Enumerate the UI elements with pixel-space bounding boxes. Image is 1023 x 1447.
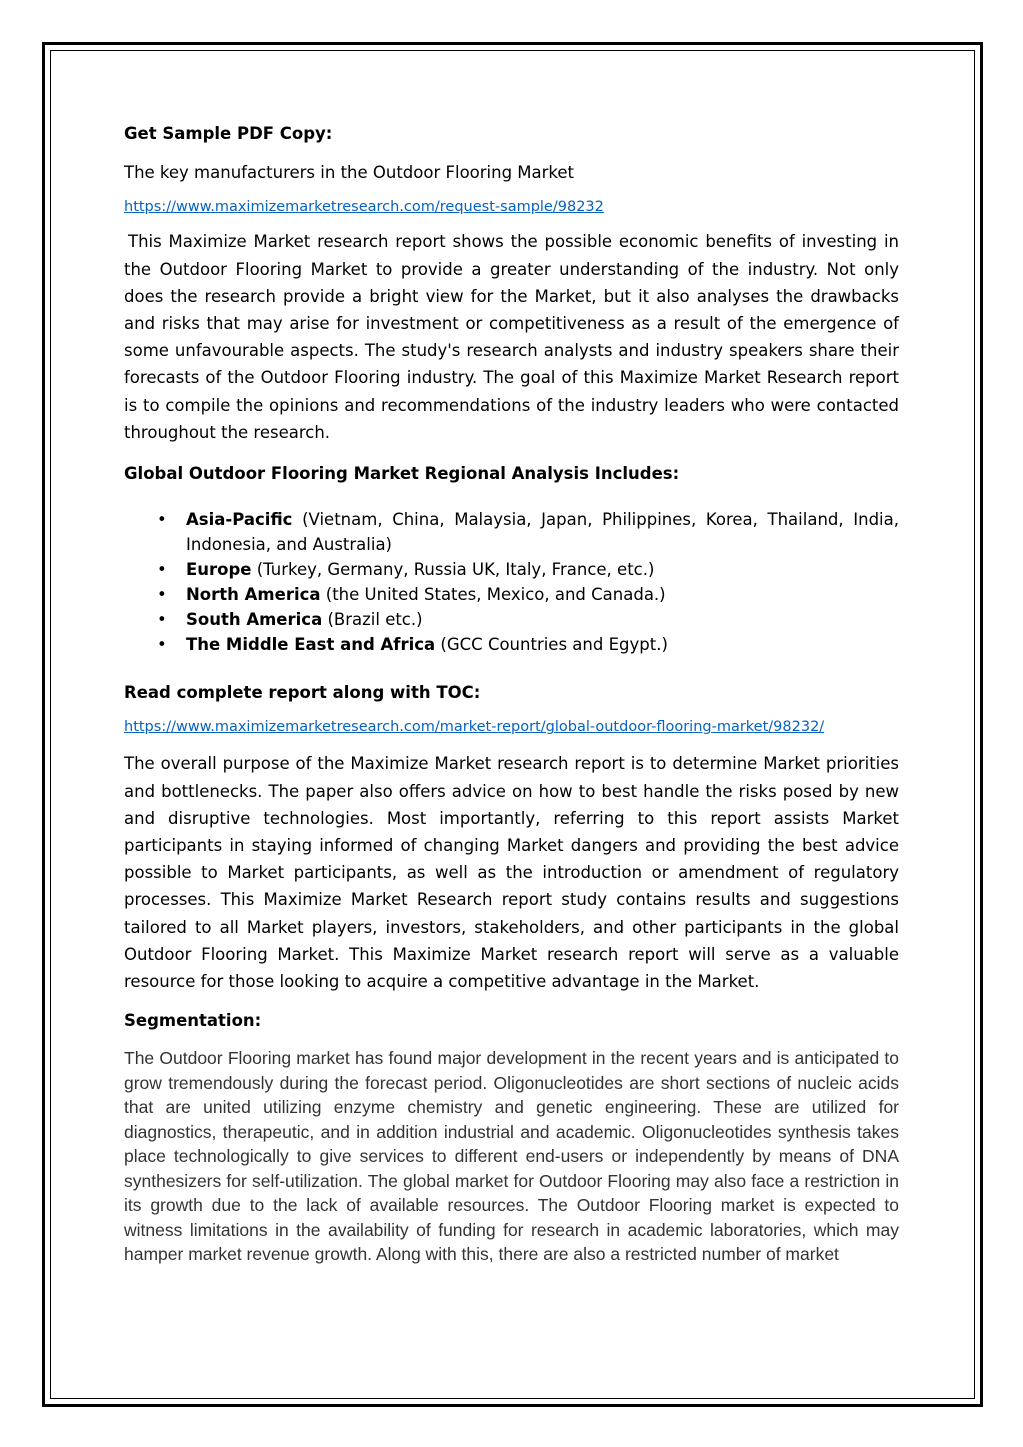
- report-toc-link[interactable]: https://www.maximizemarketresearch.com/market-report/global-outdoor-flooring-market/98232/: [124, 719, 825, 736]
- sample-request-link[interactable]: https://www.maximizemarketresearch.com/request-sample/98232: [124, 199, 604, 216]
- region-name: South America: [186, 610, 323, 630]
- document-body: [124, 120, 899, 1267]
- region-detail: (the United States, Mexico, and Canada.): [320, 585, 666, 605]
- bullet-icon: •: [157, 585, 167, 605]
- heading-read-report: Read complete report along with TOC:: [124, 683, 481, 703]
- bullet-icon: •: [157, 510, 167, 530]
- list-item-north-america: [124, 582, 899, 607]
- segmentation-paragraph: The Outdoor Flooring market has found major development in the recent years and is anticipated to grow tremendously during the forecast period. Oligonucleotides are short sections of nucleic acids that are united utilizing enzyme chemistry and genetic engineering. These are utilized for diagnostics, therapeutic, and in addition industrial and academic. Oligonucleotides synthesis takes place technologically to give services to different end-users or independently by means of DNA synthesizers for self-utilization. The global market for Outdoor Flooring may also face a restriction in its growth due to the lack of available resources. The Outdoor Flooring market is expected to witness limitations in the availability of funding for research in academic laboratories, which may hamper market revenue growth. Along with this, there are also a restricted number of market: [124, 1048, 899, 1265]
- region-name: Asia-Pacific: [186, 510, 293, 530]
- list-item-europe: [124, 557, 899, 582]
- list-item-south-america: [124, 607, 899, 632]
- list-item-middle-east-africa: [124, 632, 899, 657]
- region-detail: (Brazil etc.): [322, 610, 423, 630]
- bullet-icon: •: [157, 610, 167, 630]
- intro-paragraph: This Maximize Market research report shows the possible economic benefits of investing in the Outdoor Flooring Market to provide a greater understanding of the industry. Not only does the research provide a bright view for the Market, but it also analyses the drawbacks and risks that may arise for investment or competitiveness as a result of the emergence of some unfavourable aspects. The study's research analysts and industry speakers share their forecasts of the Outdoor Flooring industry. The goal of this Maximize Market Research report is to compile the opinions and recommendations of the industry leaders who were contacted throughout the research.: [124, 232, 899, 442]
- list-item-asia-pacific: [124, 507, 899, 557]
- region-detail: (Turkey, Germany, Russia UK, Italy, France, etc.): [251, 560, 655, 580]
- purpose-paragraph: The overall purpose of the Maximize Market research report is to determine Market priorities and bottlenecks. The paper also offers advice on how to best handle the risks posed by new and disruptive technologies. Most importantly, referring to this report assists Market participants in staying informed of changing Market dangers and providing the best advice possible to Market participants, as well as the introduction or amendment of regulatory processes. This Maximize Market Research report study contains results and suggestions tailored to all Market players, investors, stakeholders, and other participants in the global Outdoor Flooring Market. This Maximize Market research report will serve as a valuable resource for those looking to acquire a competitive advantage in the Market.: [124, 754, 899, 992]
- region-detail: (Vietnam, China, Malaysia, Japan, Philippines, Korea, Thailand, India, Indonesia, and Australia): [186, 510, 899, 555]
- heading-segmentation: Segmentation:: [124, 1011, 262, 1031]
- bullet-icon: •: [157, 635, 167, 655]
- region-detail: (GCC Countries and Egypt.): [435, 635, 668, 655]
- heading-regional-analysis: Global Outdoor Flooring Market Regional Analysis Includes:: [124, 464, 680, 484]
- key-manufacturers-text: The key manufacturers in the Outdoor Flooring Market: [124, 163, 575, 183]
- region-name: North America: [186, 585, 321, 605]
- region-name: The Middle East and Africa: [186, 635, 436, 655]
- bullet-icon: •: [157, 560, 167, 580]
- regions-list: [124, 507, 899, 657]
- region-name: Europe: [186, 560, 252, 580]
- heading-sample-pdf: Get Sample PDF Copy:: [124, 124, 333, 143]
